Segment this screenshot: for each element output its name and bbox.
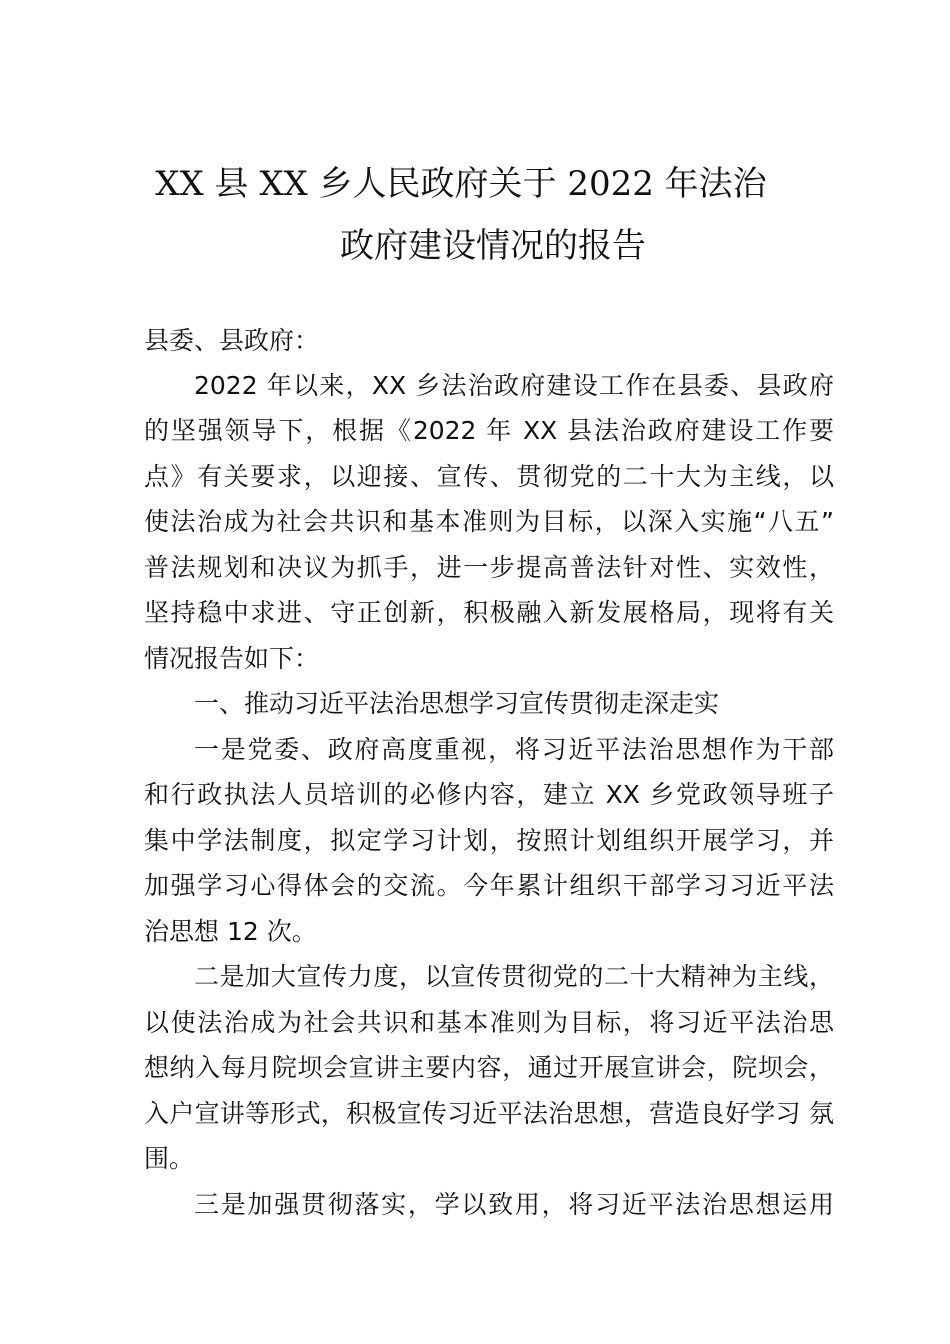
paragraph-line: 一是党委、政府高度重视，将习近平法治思想作为干部 (194, 735, 834, 764)
paragraph-line: 加强学习心得体会的交流。今年累计组织干部学习习近平法 (144, 871, 834, 900)
paragraph-line: 治思想 12 次。 (144, 917, 317, 946)
paragraph-line: 集中学法制度，拟定学习计划，按照计划组织开展学习，并 (144, 826, 834, 855)
paragraph-line: 普法规划和决议为抓手，进一步提高普法针对性、实效性， (144, 553, 834, 582)
document-title-line-1: XX 县 XX 乡人民政府关于 2022 年法治 (155, 164, 767, 204)
paragraph-line: 三是加强贯彻落实，学以致用，将习近平法治思想运用 (194, 1190, 834, 1219)
salutation: 县委、县政府： (144, 326, 320, 355)
paragraph-line: 二是加大宣传力度，以宣传贯彻党的二十大精神为主线， (194, 962, 834, 991)
section-heading: 一、推动习近平法治思想学习宣传贯彻走深走实 (194, 689, 720, 718)
paragraph-line: 和行政执法人员培训的必修内容，建立 XX 乡党政领导班子 (144, 780, 834, 809)
paragraph-line: 以使法治成为社会共识和基本准则为目标，将习近平法治思 (144, 1008, 834, 1037)
paragraph-line: 围。 (144, 1144, 195, 1173)
paragraph-line: 的坚强领导下，根据《2022 年 XX 县法治政府建设工作要 (144, 416, 834, 445)
paragraph-line: 点》有关要求，以迎接、宣传、贯彻党的二十大为主线，以 (144, 462, 834, 491)
paragraph-line: 入户宣讲等形式，积极宣传习近平法治思想，营造良好学习 氛 (144, 1099, 834, 1128)
paragraph-line: 坚持稳中求进、守正创新，积极融入新发展格局，现将有关 (144, 598, 834, 627)
paragraph-line: 情况报告如下： (144, 644, 320, 673)
paragraph-line: 使法治成为社会共识和基本准则为目标，以深入实施“八五” (144, 507, 834, 536)
paragraph-line: 2022 年以来，XX 乡法治政府建设工作在县委、县政府 (194, 371, 834, 400)
paragraph-line: 想纳入每月院坝会宣讲主要内容，通过开展宣讲会，院坝会， (144, 1053, 834, 1082)
document-title-line-2: 政府建设情况的报告 (340, 226, 646, 266)
